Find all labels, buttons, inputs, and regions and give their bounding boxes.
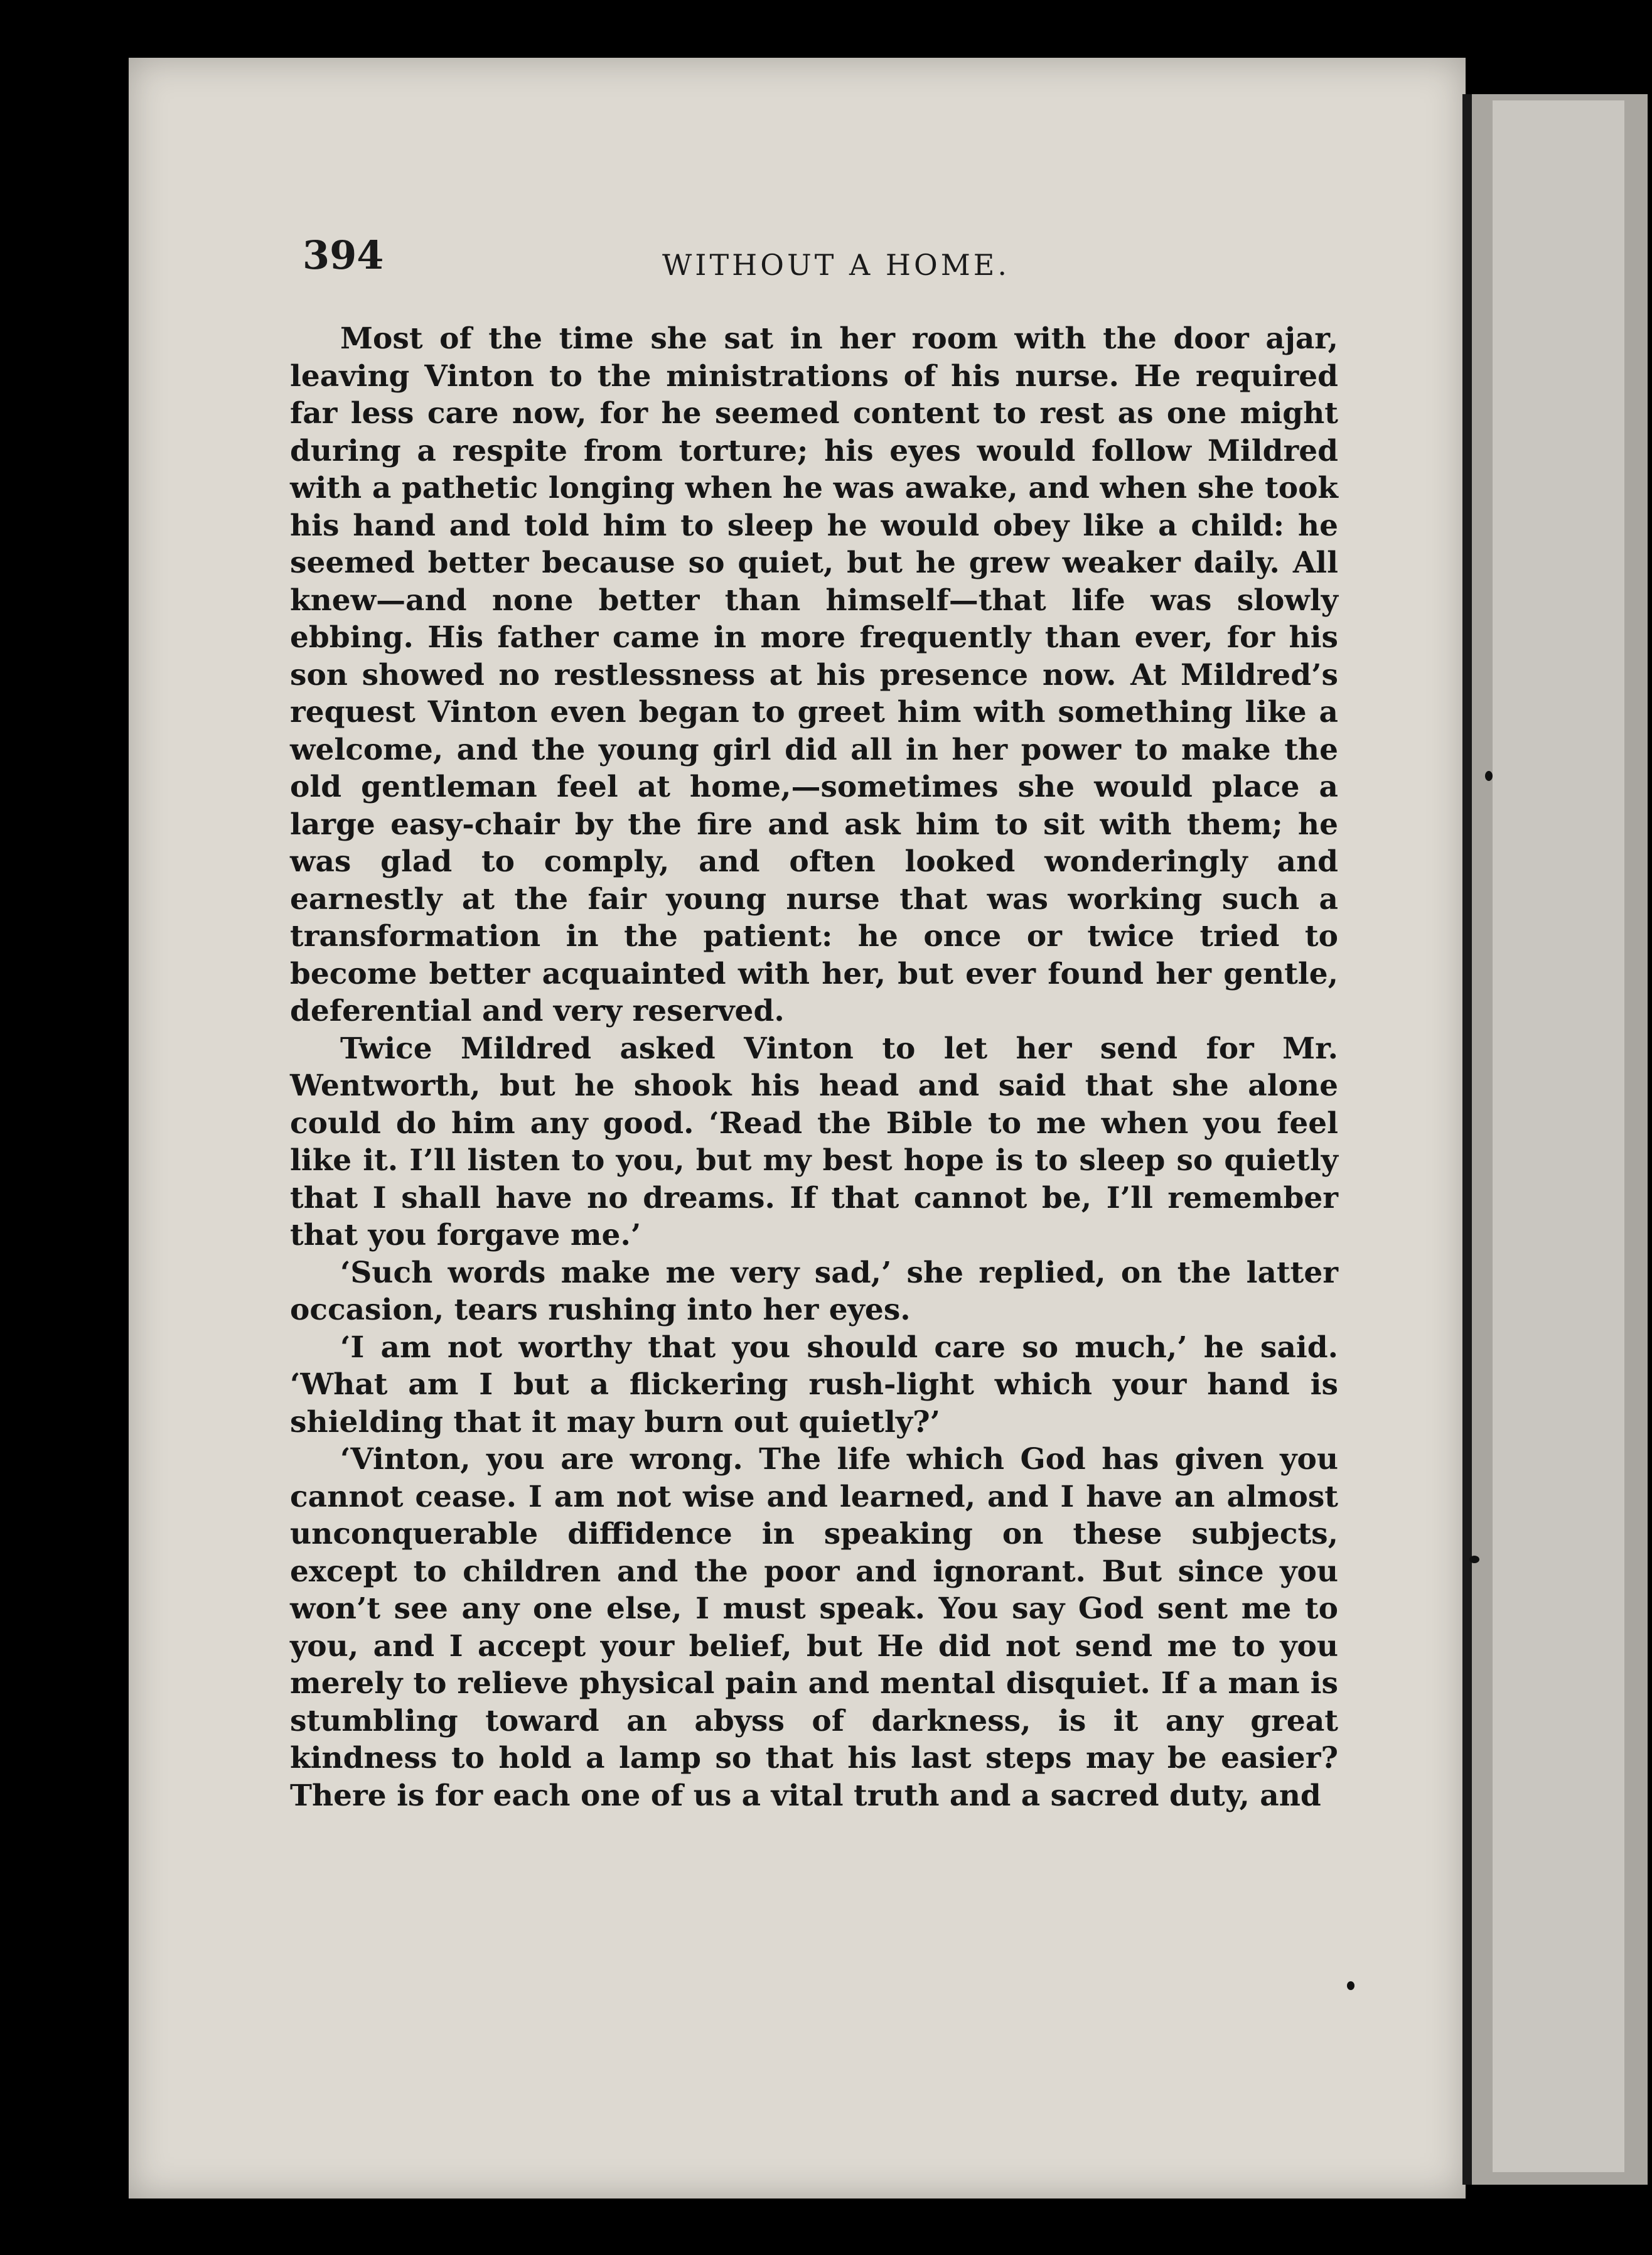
ink-speck xyxy=(1485,771,1493,781)
paragraph: ‘Such words make me very sad,’ she replied, on the latter occasion, tears rushing into her eyes. xyxy=(290,1255,1338,1327)
paragraph: Twice Mildred asked Vinton to let her send for Mr. Wentworth, but he shook his head and said that she alone could do him any good. ‘Read the Bible to me when you feel like it. I’ll listen to you, but my best hope is to sleep so quietly that I shall have no dreams. If that cannot be, I’ll remember that you forgave me.’ xyxy=(290,1031,1338,1252)
ink-speck xyxy=(1469,1556,1479,1563)
running-title: WITHOUT A HOME. xyxy=(662,248,1011,282)
ink-speck xyxy=(1347,1981,1354,1990)
body-text xyxy=(290,320,1338,1814)
paragraph: ‘I am not worthy that you should care so much,’ he said. ‘What am I but a flickering rush-light which your hand is shielding that it may burn out quietly?’ xyxy=(290,1330,1338,1440)
paragraph: ‘Vinton, you are wrong. The life which God has given you cannot cease. I am not wise and learned, and I have an almost unconquerable diffidence in speaking on these subjects, except to children and the poor and ignorant. But since you won’t see any one else, I must speak. You say God sent me to you, and I accept your belief, but He did not send me to you merely to relieve physical pain and mental disquiet. If a man is stumbling toward an abyss of darkness, is it any great kindness to hold a lamp so that his last steps may be easier? There is for each one of us a vital truth and a sacred duty, and xyxy=(290,1442,1338,1813)
paragraph: Most of the time she sat in her room with the door ajar, leaving Vinton to the ministrations of his nurse. He required far less care now, for he seemed content to rest as one might during a respite from torture; his eyes would follow Mildred with a pathetic longing when he was awake, and when she took his hand and told him to sleep he would obey like a child: he seemed better because so quiet, but he grew weaker daily. All knew—and none better than himself—that life was slowly ebbing. His father came in more frequently than ever, for his son showed no restlessness at his presence now. At Mildred’s request Vinton even began to greet him with something like a welcome, and the young girl did all in her power to make the old gentleman feel at home,—sometimes she would place a large easy-chair by the fire and ask him to sit with them; he was glad to comply, and often looked wonderingly and earnestly at the fair young nurse that was working such a transformation in the patient: he once or twice tried to become better acquainted with her, but ever found her gentle, deferential and very reserved. xyxy=(290,321,1338,1028)
facing-page-strip xyxy=(1493,100,1624,2172)
page-number: 394 xyxy=(303,232,384,278)
